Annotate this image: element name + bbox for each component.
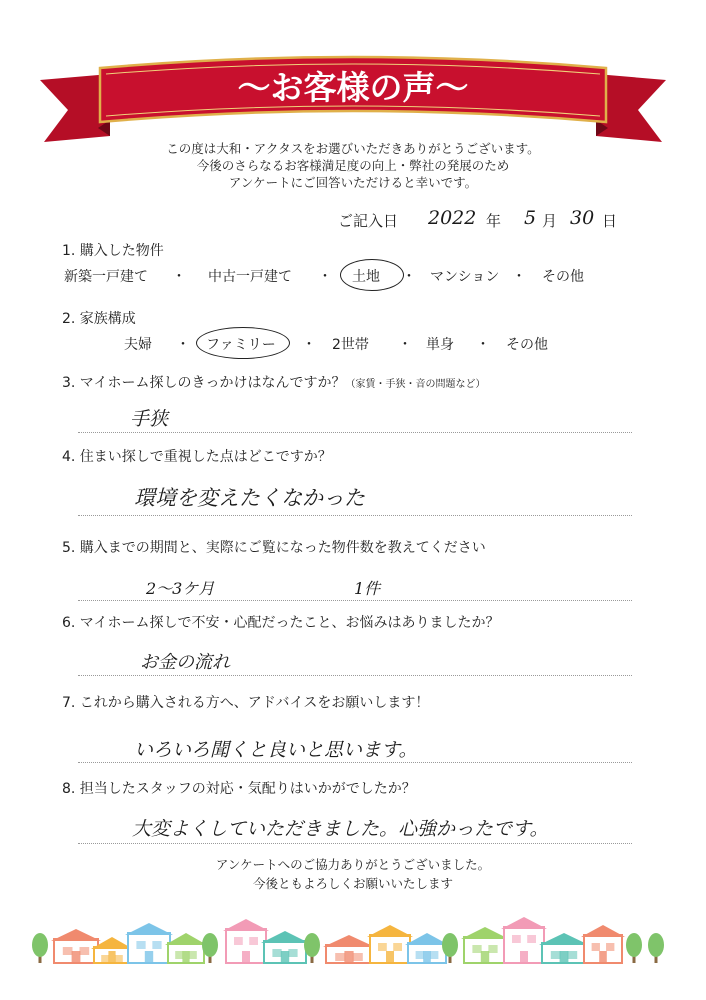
q1-separator: ・ — [402, 269, 416, 285]
house-roof — [323, 935, 375, 947]
q2-selection-circle — [196, 327, 290, 359]
page-title: ～お客様の声～ — [237, 68, 469, 107]
q1-option: マンション — [430, 269, 500, 285]
q6-answer: お金の流れ — [140, 652, 230, 673]
date-row — [338, 207, 668, 238]
house-window — [378, 943, 387, 951]
q5-question: 5. 購入までの期間と、実際にご覧になった物件数を教えてください — [62, 540, 486, 556]
q6-question: 6. マイホーム探しで不安・心配だったこと、お悩みはありましたか？ — [62, 615, 500, 631]
q3-question — [62, 372, 486, 392]
q4-answer: 環境を変えたくなかった — [134, 486, 365, 510]
outro-text — [0, 855, 706, 893]
q2-option: 単身 — [426, 337, 454, 353]
tree-icon — [648, 933, 664, 957]
house-window — [249, 937, 258, 945]
house-door — [423, 951, 431, 963]
house-door — [599, 951, 607, 963]
house-door — [344, 951, 353, 963]
q2-separator: ・ — [476, 337, 490, 353]
intro-line: アンケートにご回答いただけると幸いです。 — [228, 175, 478, 190]
tree-icon — [202, 933, 218, 957]
q2-option: 夫婦 — [124, 337, 152, 353]
q3-answer: 手狭 — [130, 408, 169, 430]
tree-icon — [442, 933, 458, 957]
date-day-unit: 日 — [602, 212, 618, 230]
q1-option: 新築一戸建て — [64, 269, 148, 285]
q1-option-selected: 土地 — [352, 269, 380, 285]
house-roof — [501, 917, 547, 929]
tree-icon — [304, 933, 320, 957]
date-month: 5 — [524, 207, 537, 229]
house-window — [335, 953, 345, 961]
house-window — [63, 947, 73, 955]
house-window — [115, 955, 123, 963]
house-window — [527, 935, 536, 943]
q5-answer-period: 2～3ケ月 — [146, 579, 215, 598]
q3-question-note: （家賃・手狭・音の問題など） — [345, 379, 486, 390]
q2-options — [124, 334, 584, 356]
q2-option-selected: ファミリー — [206, 337, 276, 353]
house-roof — [223, 919, 269, 931]
house-window — [512, 935, 521, 943]
house-roof — [367, 925, 413, 937]
house-roof — [581, 925, 625, 937]
house-row-icon — [30, 905, 676, 965]
house-door — [145, 951, 153, 963]
q1-option: その他 — [542, 269, 584, 285]
house-window — [488, 945, 497, 953]
q4-question: 4. 住まい探しで重視した点はどこですか？ — [62, 449, 332, 465]
house-window — [430, 951, 438, 959]
house-window — [551, 951, 561, 959]
intro-line: 今後のさらなるお客様満足度の向上・弊社の発展のため — [196, 158, 510, 173]
house-door — [560, 951, 569, 963]
q7-answer: いろいろ聞くと良いと思います。 — [134, 739, 418, 761]
q1-separator: ・ — [172, 269, 186, 285]
house-door — [481, 951, 489, 963]
house-door — [386, 951, 394, 963]
q3-answer-line — [78, 432, 632, 433]
q5-answer-count: 1件 — [354, 579, 381, 598]
house-door — [72, 951, 81, 963]
title-ribbon — [40, 52, 666, 148]
house-window — [568, 951, 578, 959]
q2-question: 2. 家族構成 — [62, 311, 136, 327]
q3-question-text: 3. マイホーム探しのきっかけはなんですか？ — [62, 375, 346, 391]
house-window — [472, 945, 481, 953]
q1-selection-circle — [340, 259, 404, 291]
house-door — [281, 951, 289, 963]
house-window — [189, 951, 197, 959]
house-door — [108, 951, 115, 963]
house-roof — [51, 929, 101, 941]
intro-line: この度は大和・アクタスをお選びいただきありがとうございます。 — [166, 141, 540, 156]
q8-answer: 大変よくしていただきました。心強かったです。 — [132, 818, 549, 840]
house-door — [520, 951, 528, 963]
q8-answer-line — [78, 843, 632, 844]
date-day: 30 — [570, 207, 595, 229]
house-window — [592, 943, 600, 951]
house-window — [101, 955, 109, 963]
house-window — [136, 941, 145, 949]
q2-separator: ・ — [176, 337, 190, 353]
q4-answer-line — [78, 515, 632, 516]
date-year-unit: 年 — [486, 212, 502, 230]
q1-option: 中古一戸建て — [208, 269, 292, 285]
house-roof — [125, 923, 173, 935]
house-roof — [539, 933, 589, 945]
outro-line: 今後ともよろしくお願いいたします — [252, 876, 453, 891]
house-window — [353, 953, 363, 961]
q5-answer-line — [78, 600, 632, 601]
date-label: ご記入日 — [338, 212, 399, 230]
tree-icon — [32, 933, 48, 957]
house-window — [272, 949, 281, 957]
q8-question: 8. 担当したスタッフの対応・気配りはいかがでしたか？ — [62, 781, 416, 797]
house-window — [234, 937, 243, 945]
house-window — [416, 951, 424, 959]
q2-option: その他 — [506, 337, 548, 353]
date-month-unit: 月 — [542, 212, 558, 230]
house-window — [288, 949, 297, 957]
q2-option: 2世帯 — [332, 337, 369, 353]
q2-separator: ・ — [302, 337, 316, 353]
house-door — [242, 951, 250, 963]
house-window — [606, 943, 614, 951]
q7-answer-line — [78, 762, 632, 763]
house-window — [393, 943, 402, 951]
q2-separator: ・ — [398, 337, 412, 353]
q6-answer-line — [78, 675, 632, 676]
house-door — [182, 951, 189, 963]
q1-separator: ・ — [512, 269, 526, 285]
house-window — [152, 941, 161, 949]
q1-question: 1. 購入した物件 — [62, 243, 164, 259]
tree-icon — [626, 933, 642, 957]
q1-separator: ・ — [318, 269, 332, 285]
house-roof — [261, 931, 309, 943]
intro-text — [0, 140, 706, 191]
house-window — [175, 951, 183, 959]
q7-question: 7. これから購入される方へ、アドバイスをお願いします！ — [62, 695, 430, 711]
outro-line: アンケートへのご協力ありがとうございました。 — [215, 857, 491, 872]
house-window — [80, 947, 90, 955]
date-year: 2022 — [428, 207, 477, 229]
